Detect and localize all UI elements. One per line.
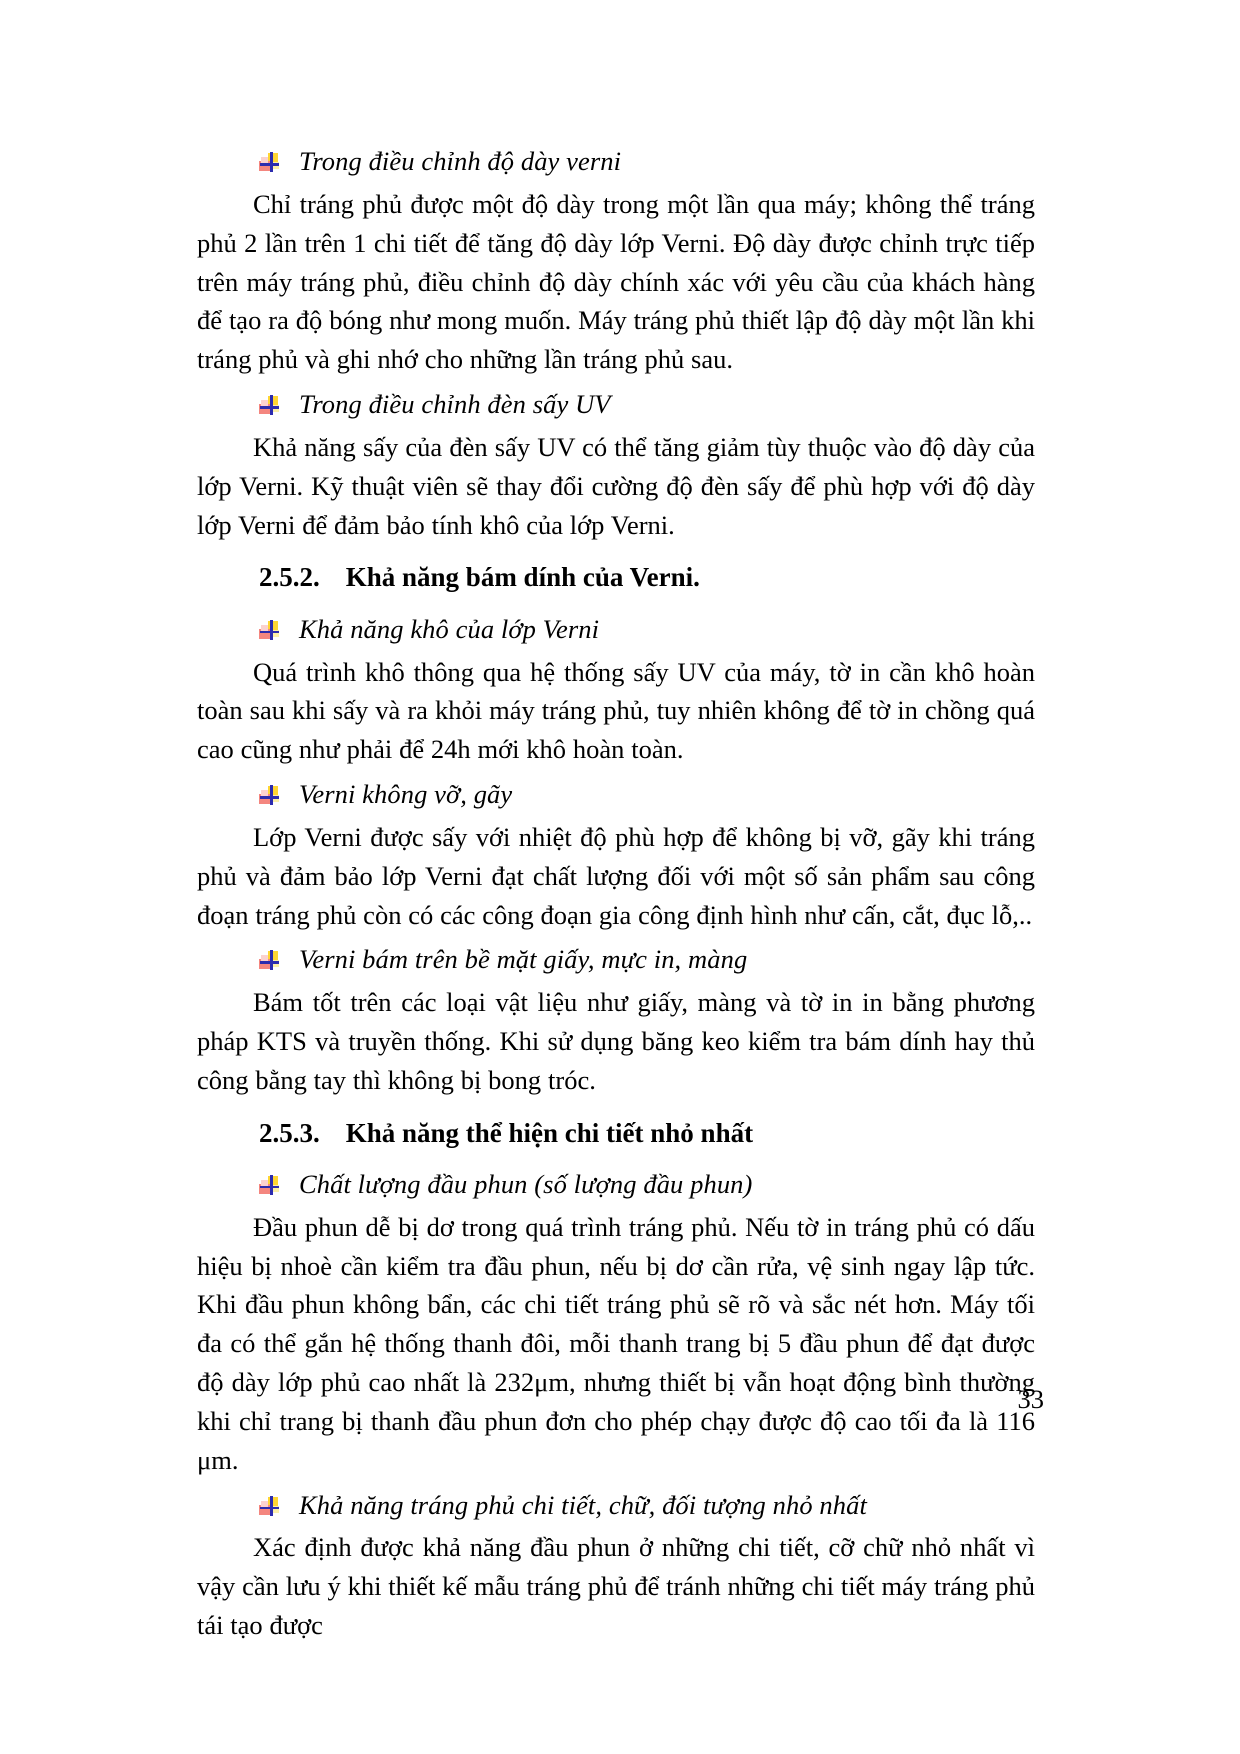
section-number: 2.5.2. — [259, 562, 320, 593]
bullet-slot — [197, 1167, 299, 1195]
subheading-row — [197, 936, 1035, 981]
body-paragraph: Khả năng sấy của đèn sấy UV có thể tăng giảm tùy thuộc vào độ dày của lớp Verni. Kỹ thuật viên sẽ thay đổi cường độ đèn sấy để phù hợp với độ dày lớp Verni để đảm bảo tính khô của lớp Verni. — [197, 432, 1035, 540]
bullet-slot — [197, 777, 299, 805]
body-paragraph: Lớp Verni được sấy với nhiệt độ phù hợp để không bị vỡ, gãy khi tráng phủ và đảm bảo lớp Verni đạt chất lượng đối với một số sản phẩm sau công đoạn tráng phủ còn có các công đoạn gia công định hình như cấn, cắt, đục lỗ,.. — [197, 821, 1035, 930]
wingding-cross-bullet-icon — [259, 785, 279, 805]
page-content — [197, 138, 1035, 1647]
body-paragraph: Quá trình khô thông qua hệ thống sấy UV của máy, tờ in cần khô hoàn toàn sau khi sấy và ra khỏi máy tráng phủ, tuy nhiên không để tờ in chồng quá cao cũng như phải để 24h mới khô hoàn toàn. — [197, 656, 1035, 765]
section-number: 2.5.3. — [259, 1117, 320, 1148]
wingding-cross-bullet-icon — [259, 1496, 279, 1516]
subheading-text: Verni không vỡ, gãy — [299, 778, 513, 809]
wingding-cross-bullet-icon — [259, 950, 279, 970]
bullet-slot — [197, 612, 299, 640]
subheading-text: Chất lượng đầu phun (số lượng đầu phun) — [299, 1168, 753, 1199]
wingding-cross-bullet-icon — [259, 395, 279, 415]
bullet-slot — [197, 387, 299, 415]
subheading-row — [197, 1161, 1035, 1206]
section-title: Khả năng thể hiện chi tiết nhỏ nhất — [345, 1117, 754, 1148]
subheading-row — [197, 138, 1035, 183]
subheading-row — [197, 1482, 1035, 1527]
bullet-slot — [197, 144, 299, 172]
body-paragraph: Bám tốt trên các loại vật liệu như giấy, màng và tờ in in bằng phương pháp KTS và truyền thống. Khi sử dụng băng keo kiểm tra bám dính hay thủ công bằng tay thì không bị bong tróc. — [197, 987, 1035, 1095]
page-number: 33 — [1017, 1384, 1044, 1414]
bullet-slot — [197, 1488, 299, 1516]
bullet-slot — [197, 942, 299, 970]
section-heading-2-5-2 — [197, 546, 1035, 605]
subheading-text: Trong điều chỉnh đèn sấy UV — [299, 389, 611, 420]
wingding-cross-bullet-icon — [259, 152, 279, 172]
body-paragraph: Đầu phun dễ bị dơ trong quá trình tráng phủ. Nếu tờ in tráng phủ có dấu hiệu bị nhoè cần kiểm tra đầu phun, nếu bị dơ cần rửa, vệ sinh ngay lập tức. Khi đầu phun không bẩn, các chi tiết tráng phủ sẽ rõ và sắc nét hơn. Máy tối đa có thể gắn hệ thống thanh đôi, mỗi thanh trang bị 5 đầu phun để đạt được độ dày lớp phủ cao nhất là 232μm, nhưng thiết bị vẫn hoạt động bình thường khi chỉ trang bị thanh đầu phun đơn cho phép chạy được độ cao tối đa là 116 μm. — [197, 1211, 1035, 1475]
subheading-text: Khả năng tráng phủ chi tiết, chữ, đối tượng nhỏ nhất — [299, 1489, 867, 1520]
subheading-text: Trong điều chỉnh độ dày verni — [299, 146, 622, 176]
body-paragraph: Chỉ tráng phủ được một độ dày trong một lần qua máy; không thể tráng phủ 2 lần trên 1 chi tiết để tăng độ dày lớp Verni. Độ dày được chỉnh trực tiếp trên máy tráng phủ, điều chỉnh độ dày chính xác với yêu cầu của khách hàng để tạo ra độ bóng như mong muốn. Máy tráng phủ thiết lập độ dày một lần khi tráng phủ và ghi nhớ cho những lần tráng phủ sau. — [197, 188, 1035, 375]
subheading-text: Verni bám trên bề mặt giấy, mực in, màng — [299, 944, 748, 975]
section-heading-2-5-3 — [197, 1102, 1035, 1161]
section-title: Khả năng bám dính của Verni. — [345, 562, 700, 593]
subheading-row — [197, 771, 1035, 816]
wingding-cross-bullet-icon — [259, 620, 279, 640]
wingding-cross-bullet-icon — [259, 1175, 279, 1195]
body-paragraph: Xác định được khả năng đầu phun ở những chi tiết, cỡ chữ nhỏ nhất vì vậy cần lưu ý khi thiết kế mẫu tráng phủ để tránh những chi tiết máy tráng phủ tái tạo được — [197, 1532, 1035, 1641]
subheading-text: Khả năng khô của lớp Verni — [299, 613, 600, 644]
subheading-row — [197, 381, 1035, 426]
subheading-row — [197, 606, 1035, 651]
